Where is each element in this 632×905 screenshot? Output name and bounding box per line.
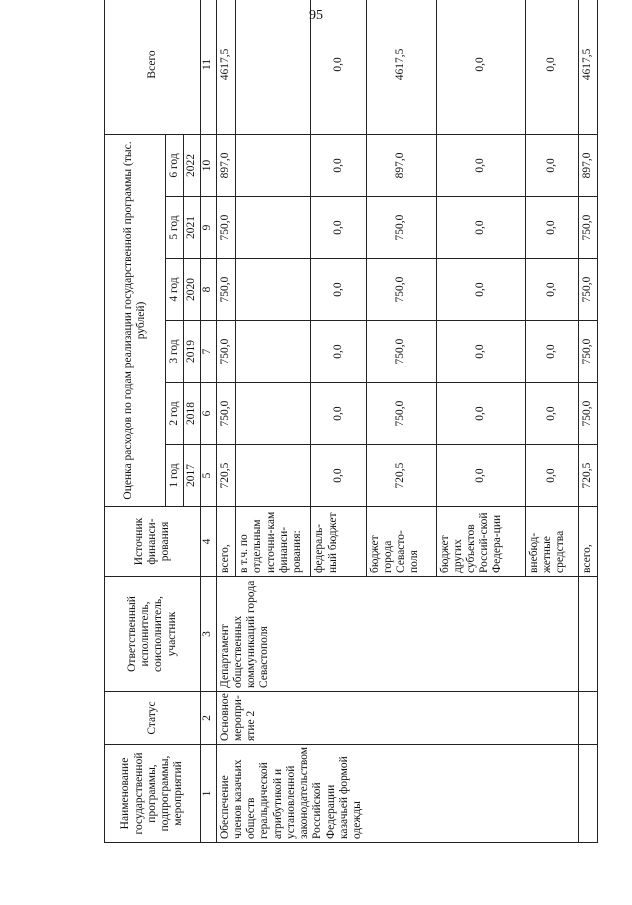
index-cell: 11: [200, 0, 216, 134]
value-cell: 897,0: [366, 134, 436, 196]
value-cell: [236, 197, 311, 259]
value-cell: 0,0: [436, 321, 525, 383]
header-year-label: 5 год: [166, 197, 183, 259]
value-cell: [236, 445, 311, 507]
value-cell: 4617,5: [216, 0, 235, 134]
value-cell: 0,0: [311, 0, 366, 134]
value-cell: 0,0: [436, 0, 525, 134]
header-year-label: 6 год: [166, 134, 183, 196]
value-cell: 0,0: [525, 383, 578, 445]
value-cell: 750,0: [216, 383, 235, 445]
value-cell: 0,0: [311, 383, 366, 445]
header-year: 2019: [183, 321, 200, 383]
header-expenses-group: Оценка расходов по годам реализации государственной программы (тыс. рублей): [105, 134, 166, 506]
header-year-label: 1 год: [166, 445, 183, 507]
empty-cell: [578, 692, 597, 745]
value-cell: 0,0: [311, 259, 366, 321]
value-cell: 0,0: [436, 197, 525, 259]
value-cell: 720,5: [366, 445, 436, 507]
header-executor: Ответственный исполнитель, соисполнитель, участник: [105, 577, 201, 692]
index-cell: 2: [200, 692, 216, 745]
empty-cell: [578, 745, 597, 843]
source-cell: всего,: [216, 507, 235, 577]
value-cell: 897,0: [578, 134, 597, 196]
value-cell: [236, 383, 311, 445]
value-cell: 750,0: [366, 321, 436, 383]
value-cell: 0,0: [525, 134, 578, 196]
table-row: [578, 0, 597, 843]
index-cell: 10: [200, 134, 216, 196]
value-cell: 750,0: [578, 197, 597, 259]
value-cell: 0,0: [525, 321, 578, 383]
table-row: [216, 0, 235, 843]
value-cell: 4617,5: [578, 0, 597, 134]
value-cell: 750,0: [366, 383, 436, 445]
index-cell: 8: [200, 259, 216, 321]
value-cell: 720,5: [216, 445, 235, 507]
value-cell: 750,0: [578, 259, 597, 321]
source-cell: в т.ч. по отдельным источни-кам финанси-рования:: [236, 507, 311, 577]
index-cell: 7: [200, 321, 216, 383]
value-cell: 0,0: [525, 445, 578, 507]
header-year-label: 3 год: [166, 321, 183, 383]
value-cell: 0,0: [436, 134, 525, 196]
activity-name: Обеспечение членов казачьих обществ геральдической атрибутикой и установленной законодательством Российской Федерации казачьей формой одежды: [216, 745, 578, 843]
value-cell: 0,0: [436, 259, 525, 321]
header-year-label: 2 год: [166, 383, 183, 445]
header-year: 2021: [183, 197, 200, 259]
value-cell: [236, 321, 311, 383]
value-cell: 750,0: [366, 259, 436, 321]
index-row: [200, 0, 216, 843]
value-cell: 0,0: [436, 445, 525, 507]
value-cell: 0,0: [311, 134, 366, 196]
value-cell: [236, 134, 311, 196]
header-row-1: [105, 0, 166, 843]
header-year-label: 4 год: [166, 259, 183, 321]
value-cell: 750,0: [366, 197, 436, 259]
source-cell: бюджет города Севасто-поля: [366, 507, 436, 577]
value-cell: 750,0: [578, 383, 597, 445]
activity-status: Основное меропри-ятие 2: [216, 692, 578, 745]
header-year: 2020: [183, 259, 200, 321]
value-cell: 720,5: [578, 445, 597, 507]
value-cell: [236, 259, 311, 321]
activity-executor: Департамент общественных коммуникаций города Севастополя: [216, 577, 578, 692]
header-year: 2017: [183, 445, 200, 507]
value-cell: 750,0: [578, 321, 597, 383]
value-cell: 0,0: [311, 321, 366, 383]
rotated-table-wrapper: [104, 33, 598, 843]
index-cell: 1: [200, 745, 216, 843]
index-cell: 9: [200, 197, 216, 259]
header-total: Всего: [105, 0, 201, 134]
source-cell: федераль-ный бюджет: [311, 507, 366, 577]
source-cell: бюджет других субъектов Россий-ской Федера-ции: [436, 507, 525, 577]
header-source: Источник финанси-рования: [105, 507, 201, 577]
page-number: 95: [309, 8, 323, 23]
index-cell: 5: [200, 445, 216, 507]
value-cell: 0,0: [525, 0, 578, 134]
value-cell: 0,0: [436, 383, 525, 445]
value-cell: [236, 0, 311, 134]
value-cell: 0,0: [525, 259, 578, 321]
empty-cell: [578, 577, 597, 692]
value-cell: 897,0: [216, 134, 235, 196]
value-cell: 750,0: [216, 259, 235, 321]
value-cell: 0,0: [311, 445, 366, 507]
value-cell: 750,0: [216, 321, 235, 383]
index-cell: 6: [200, 383, 216, 445]
value-cell: 4617,5: [366, 0, 436, 134]
value-cell: 750,0: [216, 197, 235, 259]
header-status: Статус: [105, 692, 201, 745]
index-cell: 3: [200, 577, 216, 692]
source-cell: всего,: [578, 507, 597, 577]
header-year: 2018: [183, 383, 200, 445]
header-year: 2022: [183, 134, 200, 196]
header-name: Наименование государственной программы, подпрограммы, мероприятий: [105, 745, 201, 843]
index-cell: 4: [200, 507, 216, 577]
source-cell: внебюд-жетные средства: [525, 507, 578, 577]
value-cell: 0,0: [311, 197, 366, 259]
value-cell: 0,0: [525, 197, 578, 259]
expenditure-table: [104, 0, 598, 843]
